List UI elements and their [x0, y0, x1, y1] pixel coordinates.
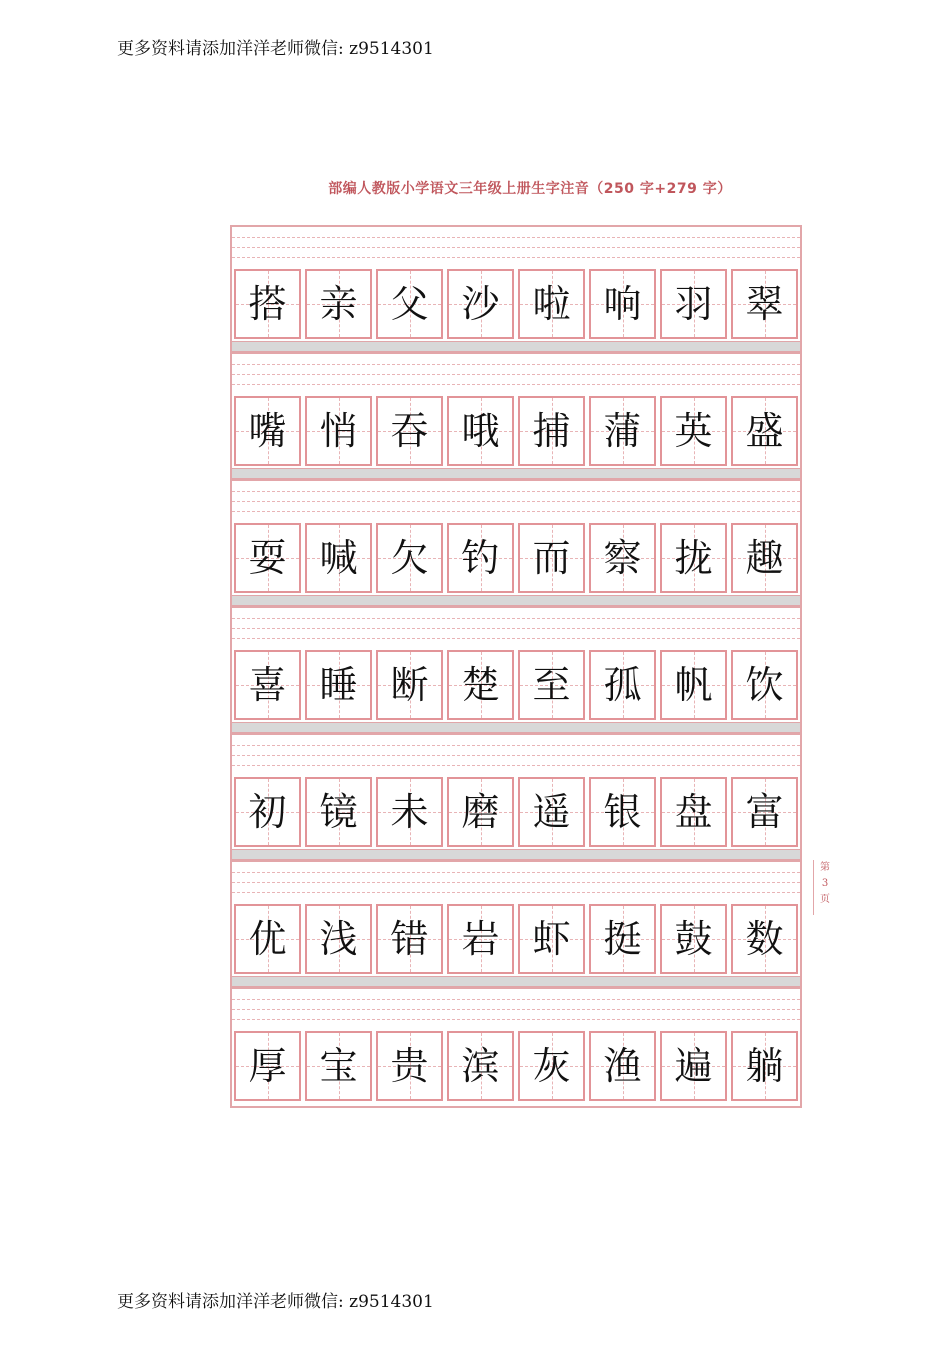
character-cell — [305, 904, 372, 974]
character-cell — [447, 777, 514, 847]
hanzi-character: 盛 — [745, 409, 784, 453]
hanzi-character: 嘴 — [248, 409, 287, 453]
character-cell — [589, 523, 656, 593]
hanzi-character: 贵 — [390, 1044, 429, 1088]
character-cell — [305, 650, 372, 720]
page-prefix: 第 — [820, 862, 830, 873]
character-cell — [589, 777, 656, 847]
character-cell — [234, 1031, 301, 1101]
character-row — [232, 225, 800, 352]
pinyin-lines — [232, 860, 800, 904]
pinyin-lines — [232, 733, 800, 777]
page-number: 3 — [821, 878, 829, 889]
hanzi-character: 富 — [745, 790, 784, 834]
hanzi-character: 翠 — [745, 282, 784, 326]
character-cell — [731, 396, 798, 466]
hanzi-character: 浅 — [319, 917, 358, 961]
hanzi-character: 英 — [674, 409, 713, 453]
character-cell — [447, 269, 514, 339]
character-cell — [660, 904, 727, 974]
hanzi-character: 初 — [248, 790, 287, 834]
character-cell — [731, 650, 798, 720]
hanzi-character: 滨 — [461, 1044, 500, 1088]
character-cell — [518, 269, 585, 339]
hanzi-character: 饮 — [745, 663, 784, 707]
hanzi-character: 察 — [603, 536, 642, 580]
character-cell — [589, 396, 656, 466]
character-row — [232, 733, 800, 860]
hanzi-character: 渔 — [603, 1044, 642, 1088]
hanzi-character: 错 — [390, 917, 429, 961]
character-cell — [376, 269, 443, 339]
character-cell — [660, 269, 727, 339]
row-separator — [232, 595, 800, 606]
character-cell — [660, 396, 727, 466]
character-cell — [234, 396, 301, 466]
hanzi-character: 睡 — [319, 663, 358, 707]
hanzi-character: 欠 — [390, 536, 429, 580]
character-cell — [589, 1031, 656, 1101]
character-cell — [731, 904, 798, 974]
hanzi-character: 未 — [390, 790, 429, 834]
hanzi-character: 耍 — [248, 536, 287, 580]
character-cell — [660, 777, 727, 847]
hanzi-character: 楚 — [461, 663, 500, 707]
character-cell — [376, 650, 443, 720]
character-cell — [305, 777, 372, 847]
character-cell — [376, 1031, 443, 1101]
hanzi-character: 喜 — [248, 663, 287, 707]
page-suffix: 页 — [820, 894, 830, 905]
character-cell — [447, 1031, 514, 1101]
character-row — [232, 987, 800, 1114]
character-cell — [234, 523, 301, 593]
character-cell — [376, 396, 443, 466]
hanzi-character: 至 — [532, 663, 571, 707]
character-cell — [731, 777, 798, 847]
character-cell — [305, 1031, 372, 1101]
hanzi-character: 孤 — [603, 663, 642, 707]
hanzi-character: 悄 — [319, 409, 358, 453]
hanzi-character: 宝 — [319, 1044, 358, 1088]
character-cell — [305, 396, 372, 466]
character-cell — [518, 396, 585, 466]
character-cell — [518, 650, 585, 720]
hanzi-character: 镜 — [319, 790, 358, 834]
character-cell — [447, 904, 514, 974]
character-cell — [447, 396, 514, 466]
character-cell — [660, 523, 727, 593]
row-separator — [232, 341, 800, 352]
hanzi-character: 钓 — [461, 536, 500, 580]
hanzi-character: 遍 — [674, 1044, 713, 1088]
pinyin-lines — [232, 479, 800, 523]
character-cell — [731, 523, 798, 593]
hanzi-character: 数 — [745, 917, 784, 961]
hanzi-character: 啦 — [532, 282, 571, 326]
character-cell — [589, 650, 656, 720]
row-separator — [232, 722, 800, 733]
hanzi-character: 拢 — [674, 536, 713, 580]
hanzi-character: 磨 — [461, 790, 500, 834]
hanzi-character: 岩 — [461, 917, 500, 961]
character-cell — [589, 269, 656, 339]
character-cell — [518, 904, 585, 974]
hanzi-character: 羽 — [674, 282, 713, 326]
character-cell — [518, 1031, 585, 1101]
hanzi-character: 喊 — [319, 536, 358, 580]
header-contact-note: 更多资料请添加洋洋老师微信: z9514301 — [117, 39, 434, 59]
character-cell — [447, 650, 514, 720]
character-cell — [234, 904, 301, 974]
hanzi-character: 捕 — [532, 409, 571, 453]
pinyin-lines — [232, 225, 800, 269]
character-cell — [234, 269, 301, 339]
hanzi-character: 趣 — [745, 536, 784, 580]
hanzi-character: 帆 — [674, 663, 713, 707]
pinyin-lines — [232, 352, 800, 396]
hanzi-character: 挺 — [603, 917, 642, 961]
character-cell — [376, 523, 443, 593]
hanzi-character: 蒲 — [603, 409, 642, 453]
character-cell — [589, 904, 656, 974]
hanzi-character: 哦 — [461, 409, 500, 453]
hanzi-character: 银 — [603, 790, 642, 834]
hanzi-character: 优 — [248, 917, 287, 961]
hanzi-character: 吞 — [390, 409, 429, 453]
character-row — [232, 860, 800, 987]
hanzi-character: 搭 — [248, 282, 287, 326]
pinyin-lines — [232, 987, 800, 1031]
sheet-title: 部编人教版小学语文三年级上册生字注音（250 字+279 字） — [328, 181, 732, 197]
hanzi-character: 盘 — [674, 790, 713, 834]
character-cell — [305, 269, 372, 339]
character-cell — [447, 523, 514, 593]
character-cell — [376, 904, 443, 974]
hanzi-character: 遥 — [532, 790, 571, 834]
character-cell — [518, 523, 585, 593]
character-cell — [660, 1031, 727, 1101]
hanzi-character: 虾 — [532, 917, 571, 961]
hanzi-character: 响 — [603, 282, 642, 326]
character-row — [232, 352, 800, 479]
hanzi-character: 鼓 — [674, 917, 713, 961]
character-cell — [731, 1031, 798, 1101]
hanzi-character: 灰 — [532, 1044, 571, 1088]
character-cell — [376, 777, 443, 847]
hanzi-character: 父 — [390, 282, 429, 326]
character-row — [232, 606, 800, 733]
hanzi-character: 断 — [390, 663, 429, 707]
hanzi-character: 而 — [532, 536, 571, 580]
row-separator — [232, 976, 800, 987]
hanzi-character: 沙 — [461, 282, 500, 326]
hanzi-character: 躺 — [745, 1044, 784, 1088]
character-cell — [660, 650, 727, 720]
character-cell — [731, 269, 798, 339]
practice-sheet — [230, 225, 802, 1108]
row-separator — [232, 468, 800, 479]
pinyin-lines — [232, 606, 800, 650]
row-separator — [232, 849, 800, 860]
character-cell — [234, 777, 301, 847]
character-cell — [234, 650, 301, 720]
hanzi-character: 亲 — [319, 282, 358, 326]
page-number-tab — [813, 860, 836, 915]
character-cell — [305, 523, 372, 593]
footer-contact-note: 更多资料请添加洋洋老师微信: z9514301 — [117, 1292, 434, 1312]
character-cell — [518, 777, 585, 847]
hanzi-character: 厚 — [248, 1044, 287, 1088]
character-row — [232, 479, 800, 606]
